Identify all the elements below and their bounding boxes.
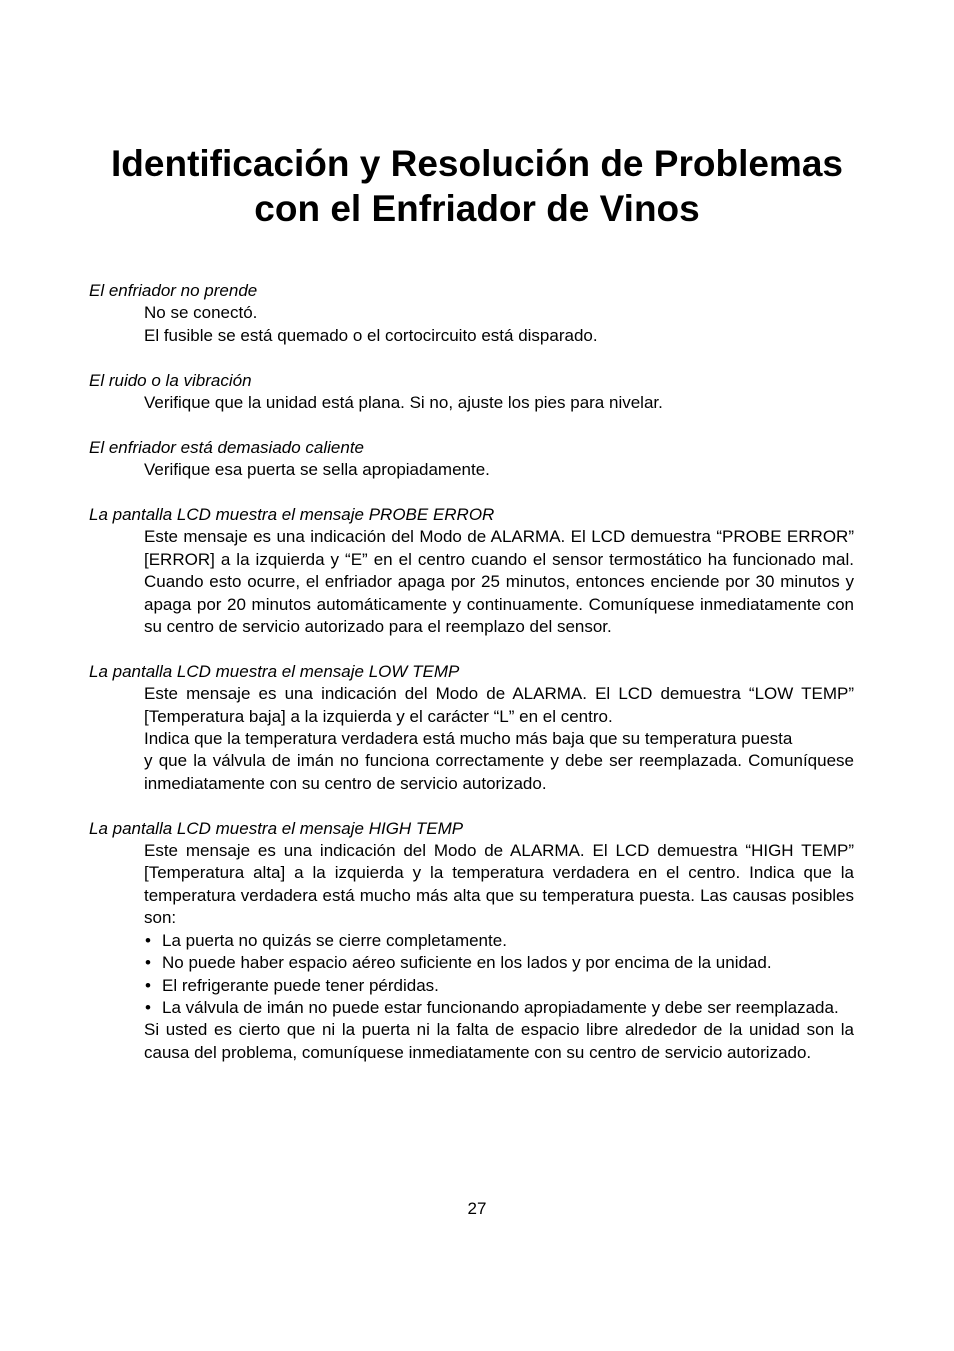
section-paragraph: Este mensaje es una indicación del Modo de ALARMA. El LCD demuestra “PROBE ERROR” [ERROR] a la izquierda y “E” en el centro cuando el sensor termostático ha funcionado mal. Cuando esto ocurre, el enfriador apaga por 25 minutos, entonces enciende por 30 minutos y apaga por 20 minutos automáticamente y continuamente. Comuníquese inmediatamente con su centro de servicio autorizado para el reemplazo del sensor. <box>144 527 854 637</box>
section-heading: La pantalla LCD muestra el mensaje PROBE ERROR <box>89 505 495 525</box>
list-item <box>144 930 854 952</box>
section-low-temp <box>89 661 854 795</box>
section-no-power <box>89 280 854 347</box>
section-body <box>144 1019 854 1064</box>
page-title-line-1: Identificación y Resolución de Problemas <box>111 143 843 184</box>
list-item-text: La válvula de imán no puede estar funcionando apropiadamente y debe ser reemplazada. <box>162 997 839 1017</box>
bullet-icon: • <box>145 930 151 950</box>
section-paragraph: Este mensaje es una indicación del Modo de ALARMA. El LCD demuestra “HIGH TEMP” [Temperatura alta] a la izquierda y la temperatura verdadera en el centro. Indica que la temperatura verdadera está mucho más alta que su temperatura puesta. Las causas posibles son: <box>144 841 854 928</box>
page-title-line-2: con el Enfriador de Vinos <box>254 188 700 229</box>
section-body <box>144 459 854 481</box>
section-line: Verifique esa puerta se sella apropiadamente. <box>144 460 490 480</box>
bullet-icon: • <box>145 997 151 1017</box>
section-probe-error <box>89 504 854 638</box>
section-line: No se conectó. <box>144 303 258 323</box>
section-line: El fusible se está quemado o el cortocircuito está disparado. <box>144 325 598 345</box>
section-high-temp <box>89 818 854 1064</box>
section-body <box>144 302 854 347</box>
section-paragraph: Este mensaje es una indicación del Modo de ALARMA. El LCD demuestra “LOW TEMP” [Temperatura baja] a la izquierda y el carácter “L” en el centro. <box>144 684 854 726</box>
list-item <box>144 952 854 974</box>
section-body <box>144 392 854 414</box>
section-noise <box>89 370 854 415</box>
section-closing: Si usted es cierto que ni la puerta ni la falta de espacio libre alrededor de la unidad son la causa del problema, comuníquese inmediatamente con su centro de servicio autorizado. <box>144 1020 854 1062</box>
list-item <box>144 975 854 997</box>
section-heading: El enfriador no prende <box>89 281 258 300</box>
section-paragraph: y que la válvula de imán no funciona correctamente y debe ser reemplazada. Comuníquese inmediatamente con su centro de servicio autorizado. <box>144 751 854 793</box>
troubleshooting-content <box>89 280 854 1087</box>
bullet-icon: • <box>145 953 151 973</box>
list-item <box>144 997 854 1019</box>
section-heading: El ruido o la vibración <box>89 370 252 390</box>
section-heading: El enfriador está demasiado caliente <box>89 437 364 457</box>
section-body <box>144 840 854 930</box>
page-title <box>60 141 894 231</box>
list-item-text: El refrigerante puede tener pérdidas. <box>162 975 439 995</box>
list-item-text: La puerta no quizás se cierre completamente. <box>162 930 507 950</box>
section-heading: La pantalla LCD muestra el mensaje HIGH TEMP <box>89 818 464 838</box>
section-line: Verifique que la unidad está plana. Si no, ajuste los pies para nivelar. <box>144 393 663 413</box>
list-item-text: No puede haber espacio aéreo suficiente en los lados y por encima de la unidad. <box>162 953 772 973</box>
bullet-icon: • <box>145 975 151 995</box>
section-heading: La pantalla LCD muestra el mensaje LOW TEMP <box>89 661 460 681</box>
section-paragraph: Indica que la temperatura verdadera está mucho más baja que su temperatura puesta <box>144 729 793 749</box>
section-body <box>144 526 854 638</box>
section-body <box>144 683 854 795</box>
page-number: 27 <box>467 1199 487 1218</box>
causes-list <box>89 930 854 1020</box>
section-too-warm <box>89 437 854 482</box>
